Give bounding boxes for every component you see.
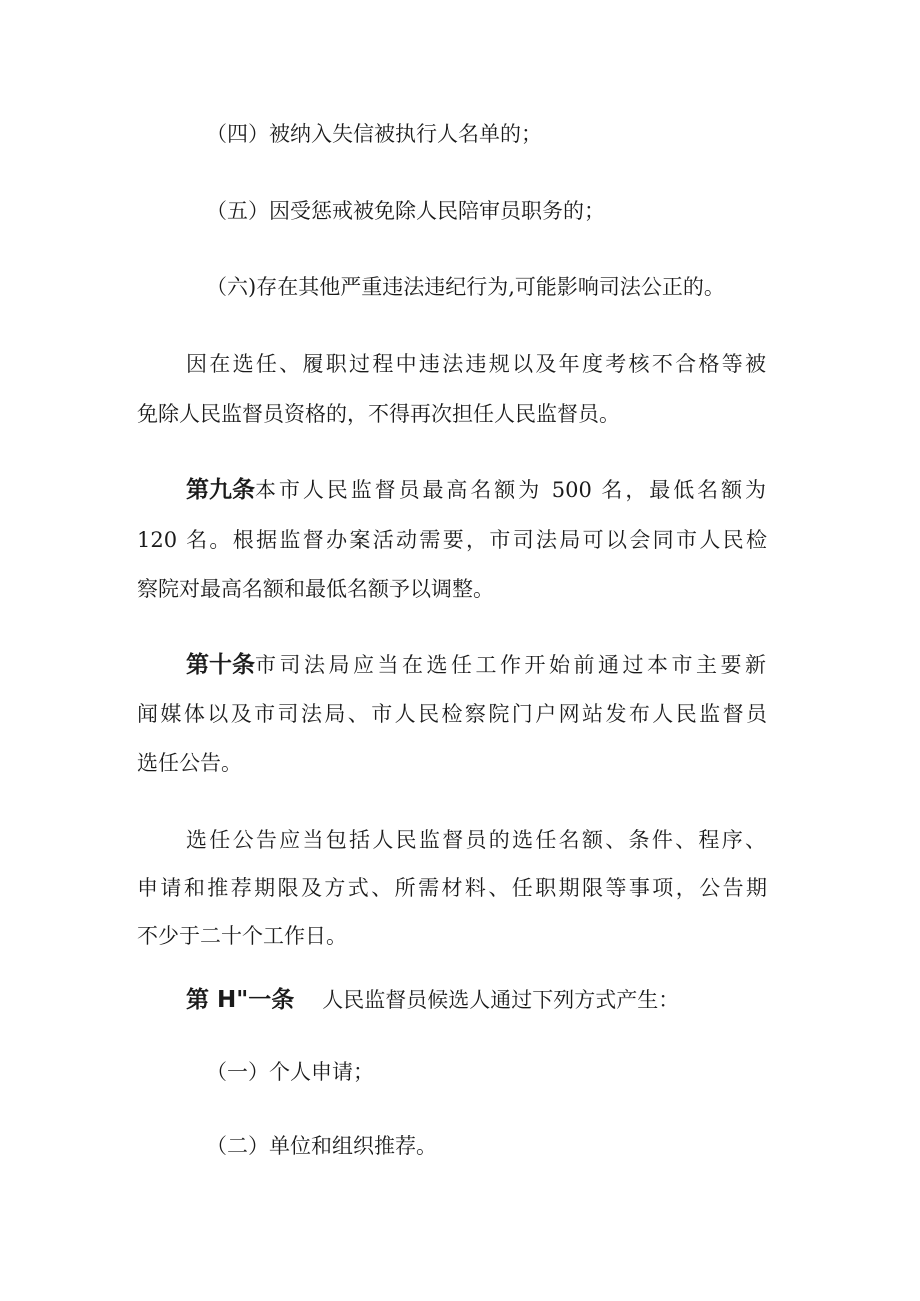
article-9-label: 第九条 [186,477,255,503]
article-10-line-1: 市司法局应当在选任工作开始前通过本市主要新 [255,653,766,677]
article-9-line-3: 察院对最高名额和最低名额予以调整。 [137,577,494,601]
list-item-5: （五）因受惩戒被免除人民陪审员职务的； [206,199,605,223]
removal-paragraph-line-2: 免除人民监督员资格的，不得再次担任人民监督员。 [137,402,620,426]
list-item-6: （六)存在其他严重违法违纪行为,可能影响司法公正的。 [206,275,725,299]
article-11-heading-line [186,986,679,1014]
article-9-line-1: 本市人民监督员最高名额为 500 名，最低名额为 [255,478,766,502]
article-10-heading-line [186,651,766,679]
article-9-line-2: 120 名。根据监督办案活动需要，市司法局可以会同市人民检 [137,528,767,552]
article-10-line-3: 选任公告。 [137,751,242,775]
article-11-label: 第 H"一条 [186,987,295,1013]
notice-paragraph-line-1: 选任公告应当包括人民监督员的选任名额、条件、程序、 [186,828,766,852]
notice-paragraph-line-3: 不少于二十个工作日。 [137,924,347,948]
article-9-heading-line [186,476,766,504]
article-11-text: 人民监督员候选人通过下列方式产生： [322,988,680,1012]
list-item-1: （一）个人申请； [206,1060,374,1084]
article-10-label: 第十条 [186,652,255,678]
article-10-line-2: 闻媒体以及市司法局、市人民检察院门户网站发布人民监督员 [137,702,767,726]
list-item-4: （四）被纳入失信被执行人名单的； [206,122,542,146]
notice-paragraph-line-2: 申请和推荐期限及方式、所需材料、任职期限等事项，公告期 [137,876,767,900]
list-item-2: （二）单位和组织推荐。 [206,1134,437,1158]
removal-paragraph-line-1: 因在选任、履职过程中违法违规以及年度考核不合格等被 [186,352,766,376]
